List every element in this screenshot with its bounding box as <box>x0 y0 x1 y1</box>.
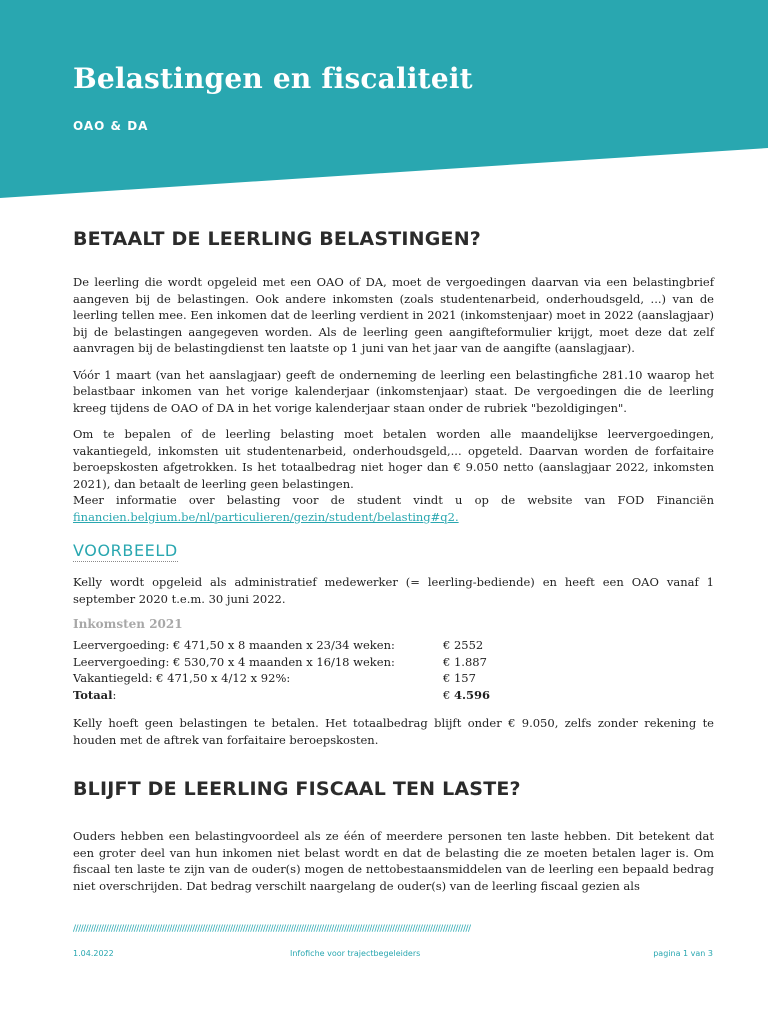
paragraph-declaration: De leerling die wordt opgeleid met een OAO of DA, moet de vergoedingen daarvan via een belastingbrief aangeven bij de belastingen. Ook andere inkomsten (zoals studentenarbeid, onderhoudsgeld, ...) van de leerling tellen mee. Een inkomen dat de leerling verdient in 2021 (inkomstenjaar) moet in 2022 (aanslagjaar) bij de belastingen aangegeven worden. Als de leerling geen aangifteformulier krijgt, moet deze dat zelf aanvragen bij de belastingdienst ten laatste op 1 juni van het jaar van de aangifte (aanslagjaar). <box>73 275 714 355</box>
table-row-total <box>73 687 490 704</box>
document-subtitle: OAO & DA <box>73 119 149 133</box>
total-label-cell <box>73 687 443 704</box>
income-amount: € 157 <box>443 671 476 685</box>
header-background-shape <box>0 0 768 200</box>
main-content <box>73 228 714 904</box>
income-amount: € 2552 <box>443 638 484 652</box>
income-label: Leervergoeding: € 471,50 x 8 maanden x 23/34 weken: <box>73 638 395 652</box>
paragraph-more-info <box>73 492 714 525</box>
paragraph-dependent: Ouders hebben een belastingvoordeel als ze één of meerdere personen ten laste hebben. Dit betekent dat een groter deel van hun inkomen niet belast wordt en dat de belasting die ze moeten betalen lager is. Om fiscaal ten laste te zijn van de ouder(s) mogen de nettobestaansmiddelen van de leerling een bepaald bedrag niet overschrijden. Dat bedrag verschilt naargelang de ouder(s) van de leerling fiscaal gezien als <box>73 829 714 893</box>
footer-title: Infofiche voor trajectbegeleiders <box>290 949 421 958</box>
section-heading-taxes: BETAALT DE LEERLING BELASTINGEN? <box>73 228 482 250</box>
footer-page-number: pagina 1 van 3 <box>653 949 713 958</box>
total-amount-cell <box>443 687 490 704</box>
example-heading: VOORBEELD <box>73 541 178 560</box>
table-row <box>73 670 490 687</box>
total-amount: 4.596 <box>453 687 490 702</box>
more-info-text: Meer informatie over belasting voor de student vindt u op de website van FOD Financiën <box>73 493 714 507</box>
total-currency: € <box>443 687 454 702</box>
income-table <box>73 637 490 703</box>
footer-divider: ///////////////////////////////////////////////////////////////////////////////////////////////////////////////////////////////////////////////////////////// <box>73 924 471 934</box>
example-intro: Kelly wordt opgeleid als administratief medewerker (= leerling-bediende) en heeft een OAO vanaf 1 september 2020 t.e.m. 30 juni 2022. <box>73 575 714 606</box>
example-conclusion: Kelly hoeft geen belastingen te betalen. Het totaalbedrag blijft onder € 9.050, zelfs zonder rekening te houden met de aftrek van forfaitaire beroepskosten. <box>73 716 714 747</box>
income-title: Inkomsten 2021 <box>73 617 183 631</box>
paragraph-tax-form: Vóór 1 maart (van het aanslagjaar) geeft de onderneming de leerling een belastingfiche 281.10 waarop het belastbaar inkomen van het vorige kalenderjaar (inkomstenjaar) staat. De vergoedingen die de leerling kreeg tijdens de OAO of DA in het vorige kalenderjaar staan onder de rubriek "bezoldigingen". <box>73 367 714 415</box>
income-label: Vakantiegeld: € 471,50 x 4/12 x 92%: <box>73 671 291 685</box>
income-amount: € 1.887 <box>443 654 487 669</box>
fod-financien-link[interactable]: financien.belgium.be/nl/particulieren/gezin/student/belasting#q2. <box>73 509 459 524</box>
paragraph-threshold: Om te bepalen of de leerling belasting moet betalen worden alle maandelijkse leervergoedingen, vakantiegeld, inkomsten uit studentenarbeid, onderhoudsgeld,... opgeteld. Daarvan worden de forfaitaire beroepskosten afgetrokken. Is het totaalbedrag niet hoger dan € 9.050 netto (aanslagjaar 2022, inkomsten 2021), dan betaalt de leerling geen belastingen. <box>73 427 714 491</box>
section-heading-dependent: BLIJFT DE LEERLING FISCAAL TEN LASTE? <box>73 778 521 800</box>
header-band <box>0 0 768 200</box>
total-label: Totaal <box>73 687 113 702</box>
footer-date: 1.04.2022 <box>73 949 114 958</box>
total-colon: : <box>112 687 117 702</box>
document-title: Belastingen en fiscaliteit <box>73 62 473 95</box>
table-row <box>73 654 490 671</box>
table-row <box>73 637 490 654</box>
income-label: Leervergoeding: € 530,70 x 4 maanden x 16/18 weken: <box>73 654 395 669</box>
